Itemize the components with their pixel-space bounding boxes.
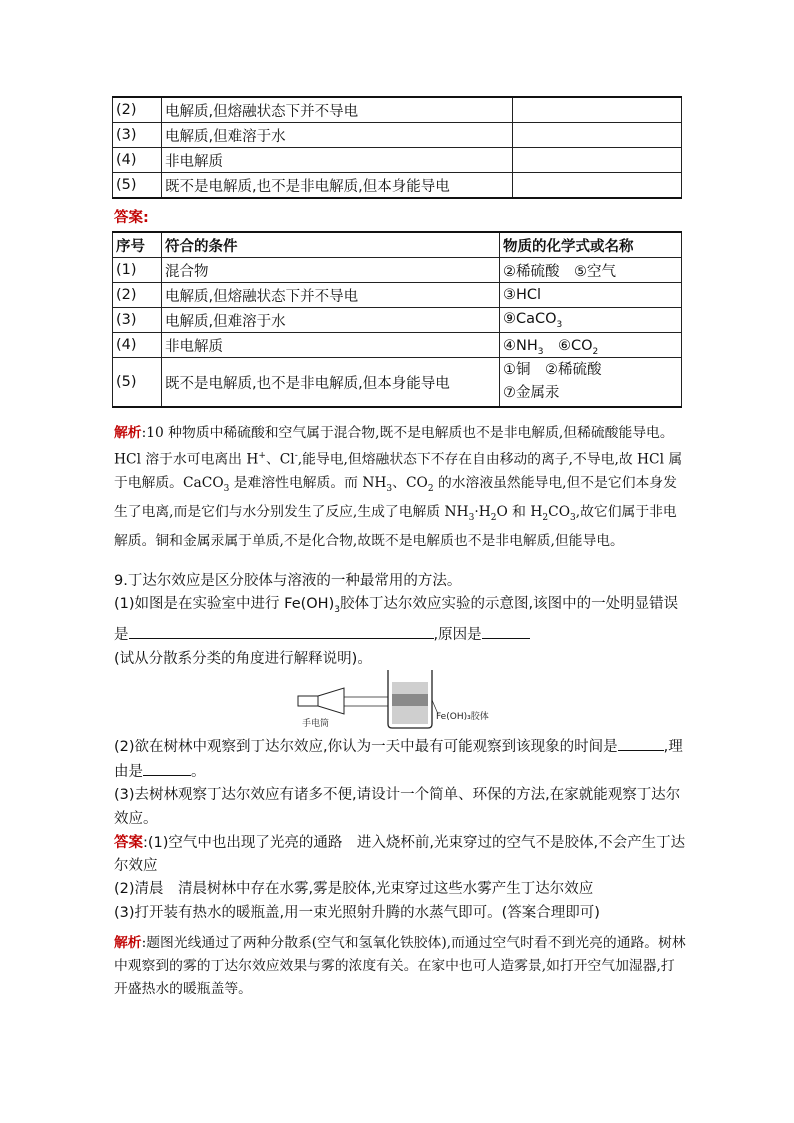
table-row <box>113 308 682 333</box>
answer-part-2: (2)清晨 清晨树林中存在水雾,雾是胶体,光束穿过这些水雾产生丁达尔效应 <box>114 881 594 898</box>
answer-table <box>112 231 682 408</box>
row-number: (4) <box>113 333 162 358</box>
row-answer <box>500 358 682 408</box>
header-answer: 物质的化学式或名称 <box>500 232 682 258</box>
row-answer: ⑨CaCO$_3$ <box>500 308 682 333</box>
answer-part-3: (3)打开装有热水的暖瓶盖,用一束光照射升腾的水蒸气即可。(答案合理即可) <box>114 904 600 921</box>
row-answer: $④NH_3$ $⑥CO_2$ <box>500 333 682 358</box>
row-answer <box>513 123 682 148</box>
question-part-3: (3)去树林观察丁达尔效应有诸多不便,请设计一个简单、环保的方法,在家就能观察丁达尔效应。 <box>114 787 681 827</box>
question-part-2: (2)欲在树林中观察到丁达尔效应,你认为一天中最有可能观察到该现象的时间是 ,理由是 。 <box>114 734 686 784</box>
row-number: (2) <box>113 283 162 308</box>
row-answer: ②稀硫酸 ⑤空气 <box>500 258 682 283</box>
row-condition: 电解质,但难溶于水 <box>162 123 513 148</box>
answer-line: ①铜 ②稀硫酸 <box>503 362 602 378</box>
row-condition: 既不是电解质,也不是非电解质,但本身能导电 <box>162 358 500 408</box>
colloid-label: Fe(OH)₃胶体 <box>436 712 489 722</box>
row-condition: 电解质,但熔融状态下并不导电 <box>162 283 500 308</box>
table-row <box>113 283 682 308</box>
row-answer <box>513 97 682 123</box>
row-number: (4) <box>113 148 162 173</box>
header-number: 序号 <box>113 232 162 258</box>
flashlight-icon <box>298 688 344 714</box>
row-condition: 电解质,但熔融状态下并不导电 <box>162 97 513 123</box>
analysis-label: 解析 <box>114 425 142 441</box>
row-number: (3) <box>113 308 162 333</box>
table-row <box>113 173 682 199</box>
answer-blank[interactable] <box>482 622 530 639</box>
answer-blank[interactable] <box>129 622 434 639</box>
row-number: (1) <box>113 258 162 283</box>
question-part-1-note: (试从分散系分类的角度进行解释说明)。 <box>114 650 372 667</box>
answer-label: 答案 <box>114 210 143 226</box>
question-9-continued <box>114 734 686 831</box>
row-answer: ③HCl <box>500 283 682 308</box>
analysis-paragraph-2: 解析:题图光线通过了两种分散系(空气和氢氧化铁胶体),而通过空气时看不到光亮的通路。树林中观察到的雾的丁达尔效应效果与雾的浓度有关。在家中也可人造雾景,如打开空气加湿器,打开盛热水的暖瓶盖等。 <box>114 935 686 998</box>
question-table <box>112 96 682 199</box>
row-condition: 既不是电解质,也不是非电解质,但本身能导电 <box>162 173 513 199</box>
row-number: (2) <box>113 97 162 123</box>
row-number: (3) <box>113 123 162 148</box>
table-row <box>113 148 682 173</box>
answer-part-1: 答案:(1)空气中也出现了光亮的通路 进入烧杯前,光束穿过的空气不是胶体,不会产生丁达尔效应 <box>114 835 686 875</box>
table-row <box>113 258 682 283</box>
table-row <box>113 123 682 148</box>
row-condition: 非电解质 <box>162 333 500 358</box>
row-condition: 电解质,但难溶于水 <box>162 308 500 333</box>
answer-blank[interactable] <box>143 759 191 776</box>
analysis-paragraph: 解析:10 种物质中稀硫酸和空气属于混合物,既不是电解质也不是非电解质,但稀硫酸能导电。HCl 溶于水可电离出 H+、Cl-,能导电,但熔融状态下不存在自由移动的离子,不导电,故 HCl 属于电解质。CaCO$_3$ 是难溶性电解质。而 $NH_3$、$CO_2$ 的水溶液虽然能导电,但不是它们本身发生了电离,而是它们与水分别发生了反应,生成了电解质 $NH_3\cdot H_2O$ 和 $H_2CO_3$,故它们属于非电解质。铜和金属汞属于单质,不是化合物,故既不是电解质也不是非电解质,但能导电。 <box>114 425 683 549</box>
answer-blank[interactable] <box>618 734 664 751</box>
row-number: (5) <box>113 358 162 408</box>
question-part-1: (1)如图是在实验室中进行 $Fe(OH)_3$胶体丁达尔效应实验的示意图,该图中的一处明显错误是 ,原因是 <box>114 596 679 644</box>
header-condition: 符合的条件 <box>162 232 500 258</box>
row-condition: 混合物 <box>162 258 500 283</box>
question-9 <box>114 570 686 671</box>
answer-line: ⑦金属汞 <box>503 385 560 401</box>
row-number: (5) <box>113 173 162 199</box>
row-answer <box>513 173 682 199</box>
question-title: 9.丁达尔效应是区分胶体与溶液的一种最常用的方法。 <box>114 573 462 589</box>
table-row <box>113 333 682 358</box>
table-header-row <box>113 232 682 258</box>
row-answer <box>513 148 682 173</box>
table-row <box>113 358 682 408</box>
beaker-icon <box>388 670 438 728</box>
answer-heading: 答案: <box>114 210 149 226</box>
row-condition: 非电解质 <box>162 148 513 173</box>
tyndall-experiment-figure <box>296 664 506 734</box>
answer-2 <box>114 832 686 925</box>
flashlight-label: 手电筒 <box>302 719 330 729</box>
table-row <box>113 97 682 123</box>
